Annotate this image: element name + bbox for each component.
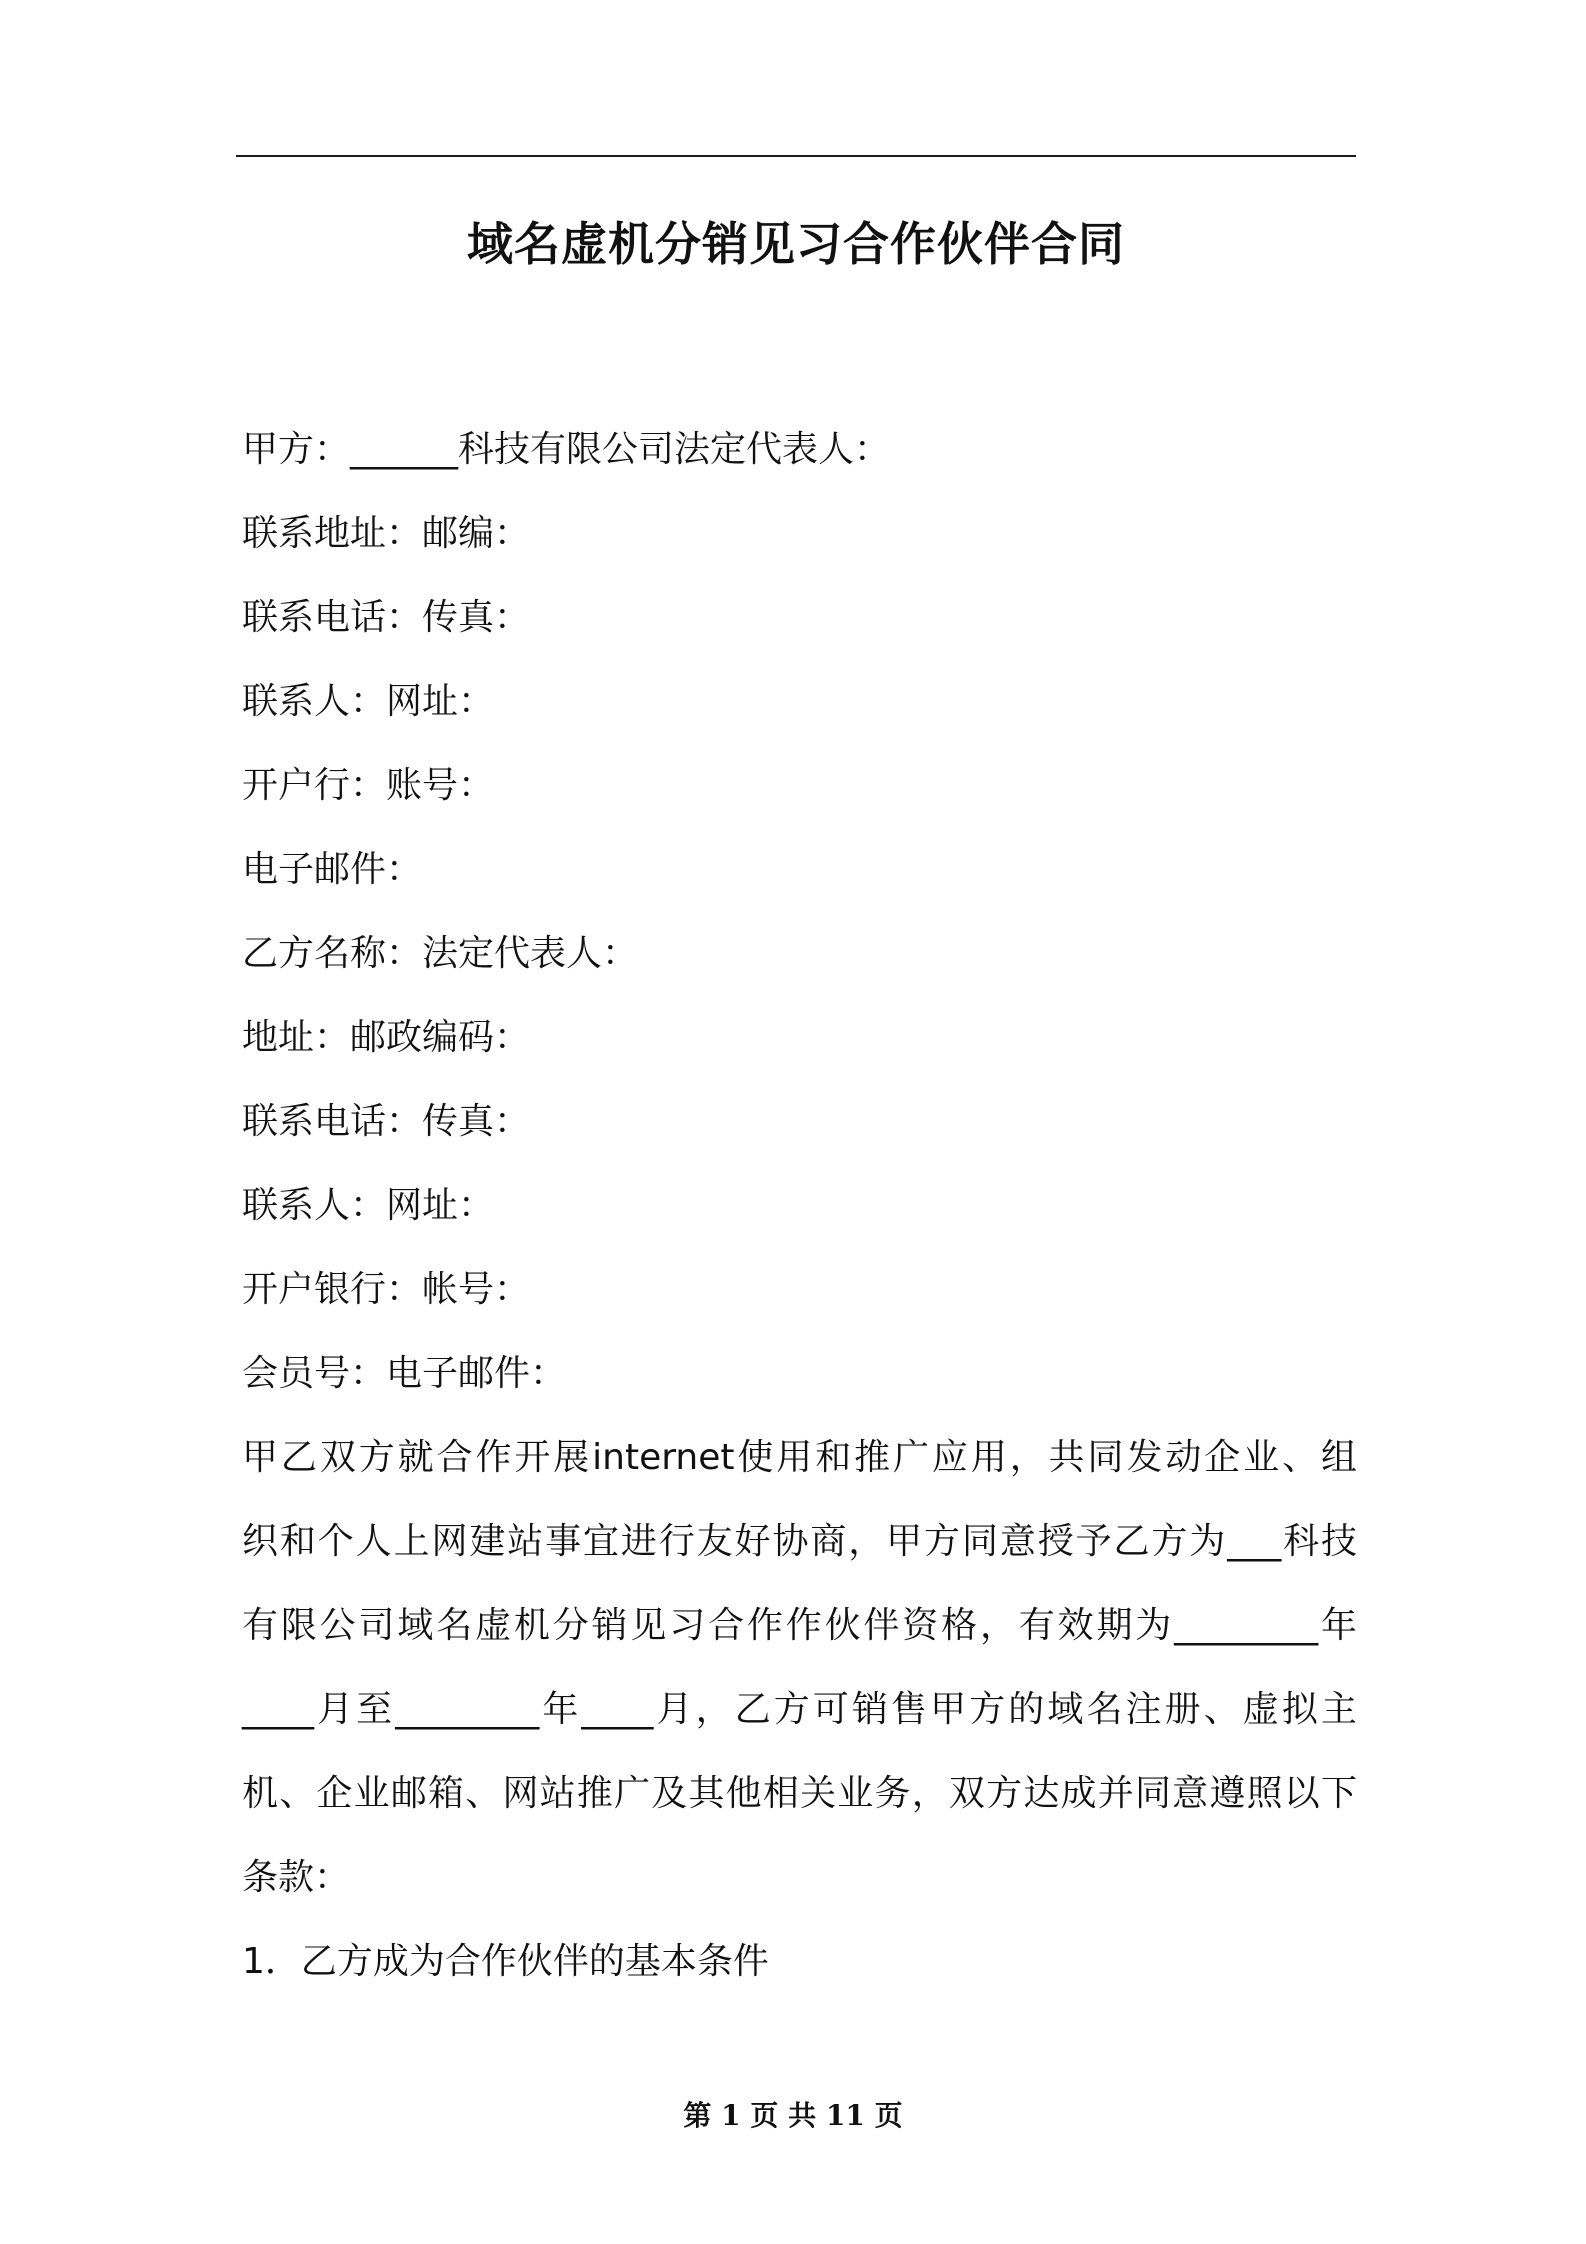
party-b-member-line: 会员号：电子邮件：: [242, 1353, 567, 1394]
party-b-address-line: 地址：邮政编码：: [242, 1017, 531, 1058]
party-a-company-line: 甲方：______科技有限公司法定代表人：: [242, 429, 891, 470]
intro-paragraph-line: 条款：: [242, 1857, 351, 1898]
party-a-email-line: 电子邮件：: [242, 849, 423, 890]
document-body: [242, 408, 1357, 2004]
party-a-phone-line: 联系电话：传真：: [242, 597, 531, 638]
intro-paragraph: [242, 1416, 1357, 1920]
party-b-phone-line: 联系电话：传真：: [242, 1101, 531, 1142]
section-heading: 1．乙方成为合作伙伴的基本条件: [242, 1941, 769, 1982]
party-a-contact-line: 联系人：网址：: [242, 681, 495, 722]
intro-paragraph-line: 织和个人上网建站事宜进行友好协商，甲方同意授予乙方为___科技: [242, 1521, 1357, 1562]
party-b-bank-line: 开户银行：帐号：: [242, 1269, 531, 1310]
page-footer: 第 1 页 共 11 页: [683, 2099, 903, 2132]
party-b-name-line: 乙方名称：法定代表人：: [242, 933, 639, 974]
party-b-contact-line: 联系人：网址：: [242, 1185, 495, 1226]
intro-paragraph-line: 甲乙双方就合作开展internet使用和推广应用，共同发动企业、组: [242, 1437, 1357, 1478]
intro-paragraph-line: 有限公司域名虚机分销见习合作作伙伴资格，有效期为________年: [242, 1605, 1357, 1646]
party-a-bank-line: 开户行：账号：: [242, 765, 495, 806]
intro-paragraph-line: ____月至________年____月，乙方可销售甲方的域名注册、虚拟主: [242, 1689, 1357, 1730]
header-rule: [236, 155, 1356, 157]
document-title: 域名虚机分销见习合作伙伴合同: [467, 217, 1125, 271]
intro-paragraph-line: 机、企业邮箱、网站推广及其他相关业务，双方达成并同意遵照以下: [242, 1773, 1357, 1814]
party-a-address-line: 联系地址：邮编：: [242, 513, 531, 554]
